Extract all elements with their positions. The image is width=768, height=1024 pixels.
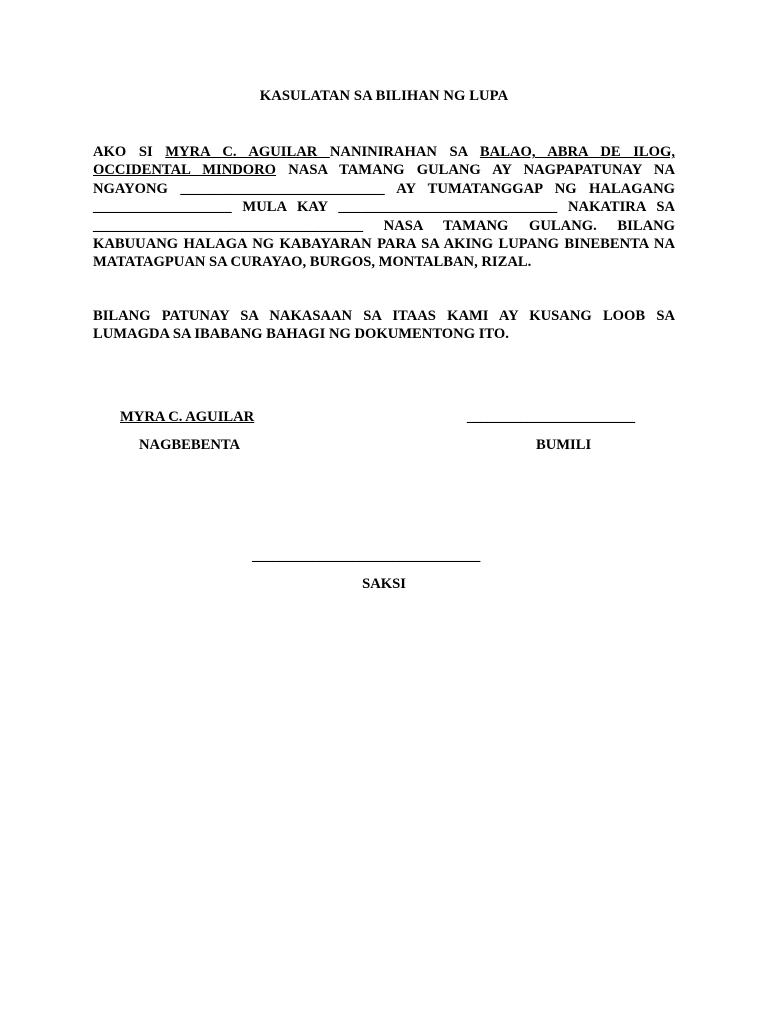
declaration-text-3: NASA TAMANG GULANG AY NAGPAPATUNAY NA NGAYONG <box>93 162 675 197</box>
declaration-text-1: AKO SI <box>93 144 166 160</box>
witness-signature-line: __________________________________ <box>252 548 480 564</box>
witness-role-label: SAKSI <box>362 576 406 592</box>
seller-role-label: NAGBEBENTA <box>139 437 241 453</box>
buyer-address-blank: _____________________________________ <box>93 217 363 234</box>
declaration-text-4: AY TUMATANGGAP NG HALAGANG <box>384 180 675 197</box>
buyer-role-label: BUMILI <box>536 437 592 453</box>
attestation-paragraph: BILANG PATUNAY SA NAKASAAN SA ITAAS KAMI AY KUSANG LOOB SA LUMAGDA SA IBABANG BAHAGI NG DOKUMENTONG ITO. <box>93 308 675 343</box>
declaration-text-2: NANINIRAHAN SA <box>329 144 480 160</box>
seller-address-underlined: BALAO, ABRA DE ILOG, OCCIDENTAL MINDORO <box>93 144 675 179</box>
declaration-paragraph <box>93 143 675 272</box>
date-blank: ____________________________ <box>180 180 385 197</box>
declaration-text-6: NAKATIRA SA <box>557 199 675 216</box>
seller-signature-name: MYRA C. AGUILAR <box>120 409 255 425</box>
amount-blank: ___________________ <box>93 199 232 216</box>
document-title: KASULATAN SA BILIHAN NG LUPA <box>259 88 509 104</box>
buyer-name-blank: ______________________________ <box>338 199 558 216</box>
declaration-text-5: MULA KAY <box>231 199 339 216</box>
declaration-text-7: NASA TAMANG GULANG. BILANG KABUUANG HALAGA NG KABAYARAN PARA SA AKING LUPANG BINEBENTA NA MATATAGPUAN SA CURAYAO, BURGOS, MONTALBAN, RIZAL. <box>93 217 675 271</box>
buyer-signature-line: _________________________ <box>467 409 635 425</box>
seller-name-underlined: MYRA C. AGUILAR <box>165 144 330 160</box>
